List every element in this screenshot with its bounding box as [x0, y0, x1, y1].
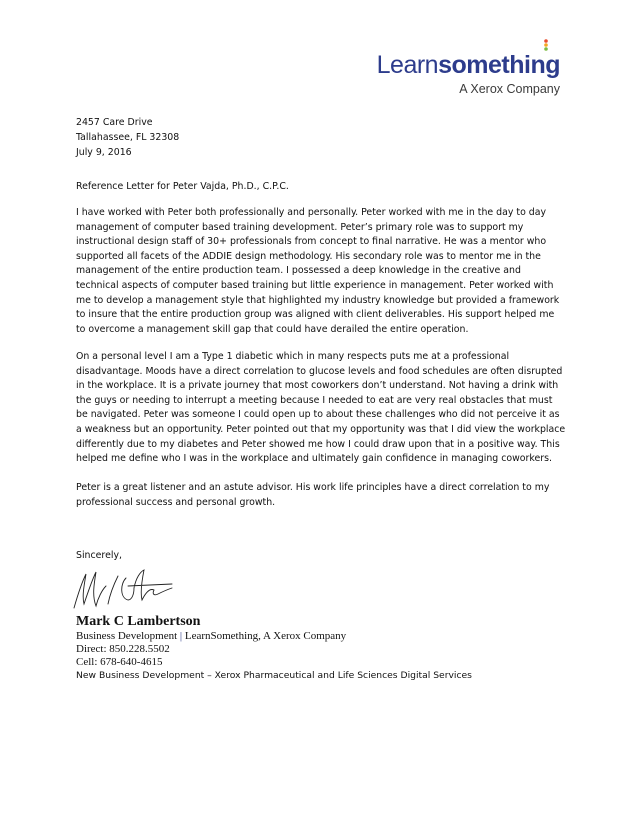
- department-separator: |: [179, 630, 183, 642]
- logo-word-bold: something: [438, 51, 560, 79]
- signer-direct-phone: Direct: 850.228.5502: [76, 643, 170, 655]
- body-paragraph-2: [76, 350, 566, 467]
- paragraph-text: Peter is a great listener and an astute advisor. His work life principles have a direct correlation to my professional success and personal growth.: [76, 482, 550, 508]
- handwritten-signature: [68, 564, 178, 614]
- paragraph-text: I have worked with Peter both professionally and personally. Peter worked with me in the day to day management of computer based training development. Peter’s primary role was to support my instructional design staff of 30+ professionals from concept to final narrative. He was a mentor who supported all facets of the ADDIE design methodology. His secondary role was to mentor me in the management of the entire production team. I possessed a deep knowledge in the creative and technical aspects of computer based training but little experience in management. Peter worked with me to develop a management style that highlighted my industry knowledge but provided a framework to insure that the entire production group was aligned with client deliverables. His support helped me to overcome a management skill gap that could have derailed the entire operation.: [76, 207, 560, 335]
- body-paragraph-3: [76, 481, 566, 510]
- signer-title: New Business Development – Xerox Pharmaceutical and Life Sciences Digital Services: [76, 670, 472, 681]
- logo-word-light: Learn: [376, 51, 439, 79]
- signer-department: [76, 630, 472, 643]
- closing-salutation: Sincerely,: [76, 550, 122, 561]
- department-right: LearnSomething, A Xerox Company: [184, 630, 347, 642]
- signature-block: [76, 614, 472, 682]
- logo-wordmark: [377, 50, 560, 80]
- letter-date: July 9, 2016: [76, 147, 132, 158]
- address-city: Tallahassee, FL 32308: [76, 132, 180, 143]
- letter-subject: Reference Letter for Peter Vajda, Ph.D., C.P.C.: [76, 181, 289, 192]
- sender-address: [76, 116, 566, 161]
- body-paragraph-1: [76, 206, 566, 337]
- paragraph-text: On a personal level I am a Type 1 diabetic which in many respects puts me at a professional disadvantage. Moods have a direct correlation to glucose levels and food schedules are often disrupted in the workplace. It is a private journey that most coworkers don’t understand. Not having a drink with the guys or needing to interrupt a meeting because I needed to eat are very real obstacles that must be navigated. Peter was someone I could open up to about these challenges who did not perceive it as a weakness but an opportunity. Peter pointed out that my opportunity was that I did view the workplace differently due to my diabetes and Peter showed me how I could draw upon that in a positive way. This helped me define who I was in the workplace and ultimately gain confidence in managing coworkers.: [76, 351, 566, 465]
- address-street: 2457 Care Drive: [76, 117, 153, 128]
- logo-tagline: A Xerox Company: [459, 82, 560, 96]
- learnsomething-logo: [360, 44, 560, 100]
- department-left: Business Development: [76, 630, 178, 642]
- signer-cell-phone: Cell: 678-640-4615: [76, 656, 163, 668]
- signer-name: Mark C Lambertson: [76, 614, 201, 629]
